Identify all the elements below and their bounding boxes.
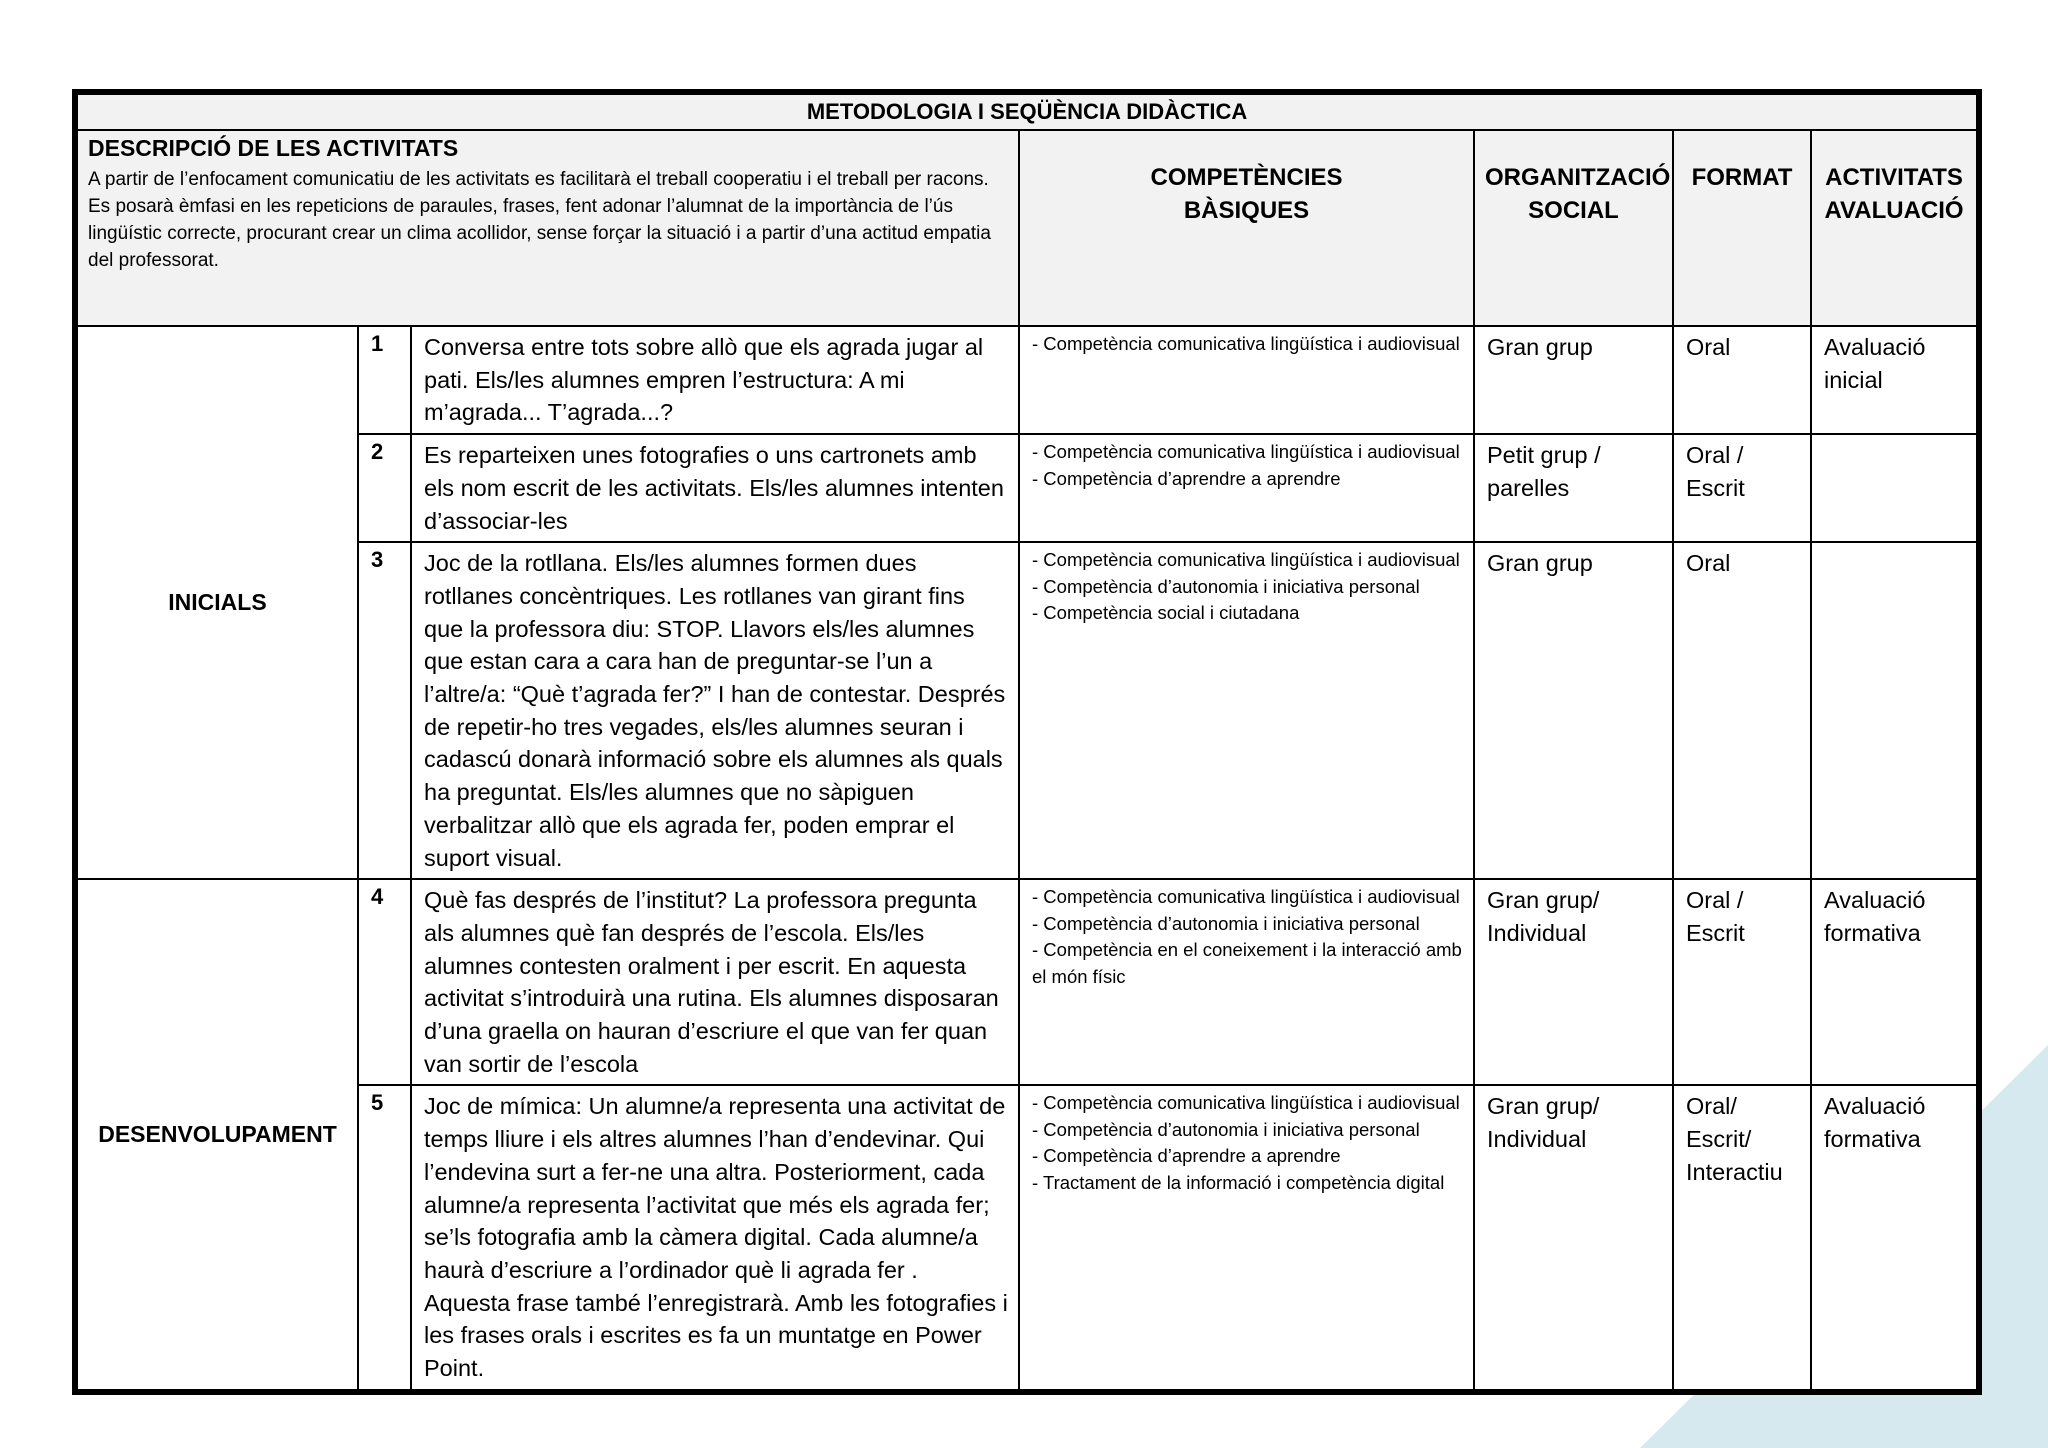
phase-label: DESENVOLUPAMENT [75,879,358,1392]
activity-number: 4 [358,879,411,1085]
col-header-format-label: FORMAT [1691,164,1793,191]
description-paragraph-1: A partir de l’enfocament comunicatiu de les activitats es facilitarà el treball cooperatiu i el treball per racons. [88,169,989,190]
competency-item: - Competència en el coneixement i la interacció amb el món físic [1032,939,1462,987]
activity-description: Conversa entre tots sobre allò que els agrada jugar al pati. Els/les alumnes empren l’estructura: A mi m’agrada... T’agrada...? [411,326,1019,434]
competency-item: - Competència comunicativa lingüística i audiovisual [1032,1092,1460,1114]
activity-evaluation [1811,542,1979,879]
competency-item: - Competència comunicativa lingüística i audiovisual [1032,333,1460,354]
col-header-competencies-label: COMPETÈNCIES BÀSIQUES [1150,164,1343,224]
activity-evaluation [1811,434,1979,542]
activity-organization: Gran grup/ Individual [1474,1085,1673,1391]
competency-item: - Competència comunicativa lingüística i audiovisual [1032,441,1460,463]
col-header-evaluation [1811,130,1979,326]
competency-item: - Competència d’aprendre a aprendre [1032,1145,1341,1167]
competency-item: - Competència comunicativa lingüística i audiovisual [1032,549,1460,571]
activity-description: Es reparteixen unes fotografies o uns cartronets amb els nom escrit de les activitats. Els/les alumnes intenten d’associar-les [411,434,1019,542]
competency-item: - Competència d’autonomia i iniciativa personal [1032,912,1420,934]
activity-description: Joc de la rotllana. Els/les alumnes formen dues rotllanes concèntriques. Les rotllanes van girant fins que la professora diu: STOP. Llavors els/les alumnes que estan cara a cara han de preguntar-se l’un a l’altre/a: “Què t’agrada fer?” I han de contestar. Després de repetir-ho tres vegades, els/les alumnes seuran i cadascú donarà informació sobre els alumnes als quals ha preguntat. Els/les alumnes que no sàpiguen verbalitzar allò que els agrada fer, poden emprar el suport visual. [411,542,1019,879]
col-header-organization-label: ORGANITZACIÓ SOCIAL [1485,164,1671,224]
activity-format: Oral / Escrit [1673,434,1811,542]
col-header-competencies [1019,130,1474,326]
table-row [75,434,1979,542]
activity-format: Oral/ Escrit/ Interactiu [1673,1085,1811,1391]
col-header-organization [1474,130,1673,326]
activity-format: Oral [1673,326,1811,434]
page-number: 78 [1888,1260,1978,1356]
table-row [75,326,1979,434]
activity-organization: Gran grup/ Individual [1474,879,1673,1085]
activity-evaluation: Avaluació formativa [1811,879,1979,1085]
activity-number: 2 [358,434,411,542]
activity-format: Oral [1673,542,1811,879]
activity-organization: Petit grup / parelles [1474,434,1673,542]
competency-item: - Competència comunicativa lingüística i audiovisual [1032,886,1460,908]
col-header-format [1673,130,1811,326]
activity-description: Què fas després de l’institut? La professora pregunta als alumnes què fan després de l’escola. Els/les alumnes contesten oralment i per escrit. En aquesta activitat s’introduirà una rutina. Els alumnes disposaran d’una graella on hauran d’escriure el que van fer quan van sortir de l’escola [411,879,1019,1085]
activity-competencies [1019,879,1474,1085]
col-header-evaluation-label: ACTIVITATS AVALUACIÓ [1824,164,1964,224]
competency-item: - Tractament de la informació i competència digital [1032,1171,1445,1193]
activity-competencies [1019,434,1474,542]
phase-label: INICIALS [75,326,358,879]
table-row [75,879,1979,1085]
activity-number: 5 [358,1085,411,1391]
activity-format: Oral / Escrit [1673,879,1811,1085]
competency-item: - Competència d’autonomia i iniciativa personal [1032,575,1420,597]
activity-organization: Gran grup [1474,542,1673,879]
activity-number: 1 [358,326,411,434]
description-title: DESCRIPCIÓ DE LES ACTIVITATS [88,135,459,161]
table-row [75,1085,1979,1391]
competency-item: - Competència social i ciutadana [1032,602,1300,624]
activity-description: Joc de mímica: Un alumne/a representa una activitat de temps lliure i els altres alumnes l’han d’endevinar. Qui l’endevina surt a fer-ne una altra. Posteriorment, cada alumne/a representa l’activitat que més els agrada fer; se’ls fotografia amb la càmera digital. Cada alumne/a haurà d’escriure a l’ordinador què li agrada fer . Aquesta frase també l’enregistrarà. Amb les fotografies i les frases orals i escrites es fa un muntatge en Power Point. [411,1085,1019,1391]
activity-competencies [1019,542,1474,879]
activity-competencies [1019,326,1474,434]
activity-evaluation: Avaluació inicial [1811,326,1979,434]
activity-evaluation: Avaluació formativa [1811,1085,1979,1391]
table-row [75,542,1979,879]
activity-competencies [1019,1085,1474,1391]
activity-organization: Gran grup [1474,326,1673,434]
table-title: METODOLOGIA I SEQÜÈNCIA DIDÀCTICA [75,92,1979,130]
competency-item: - Competència d’autonomia i iniciativa personal [1032,1118,1420,1140]
description-paragraph-2: Es posarà èmfasi en les repeticions de paraules, frases, fent adonar l’alumnat de la importància de l’ús lingüístic correcte, procurant crear un clima acollidor, sense forçar la situació i a partir d’una actitud empatia del professorat. [88,196,991,271]
methodology-table [72,89,1982,1395]
description-header [75,130,1019,326]
activity-number: 3 [358,542,411,879]
competency-item: - Competència d’aprendre a aprendre [1032,467,1341,489]
